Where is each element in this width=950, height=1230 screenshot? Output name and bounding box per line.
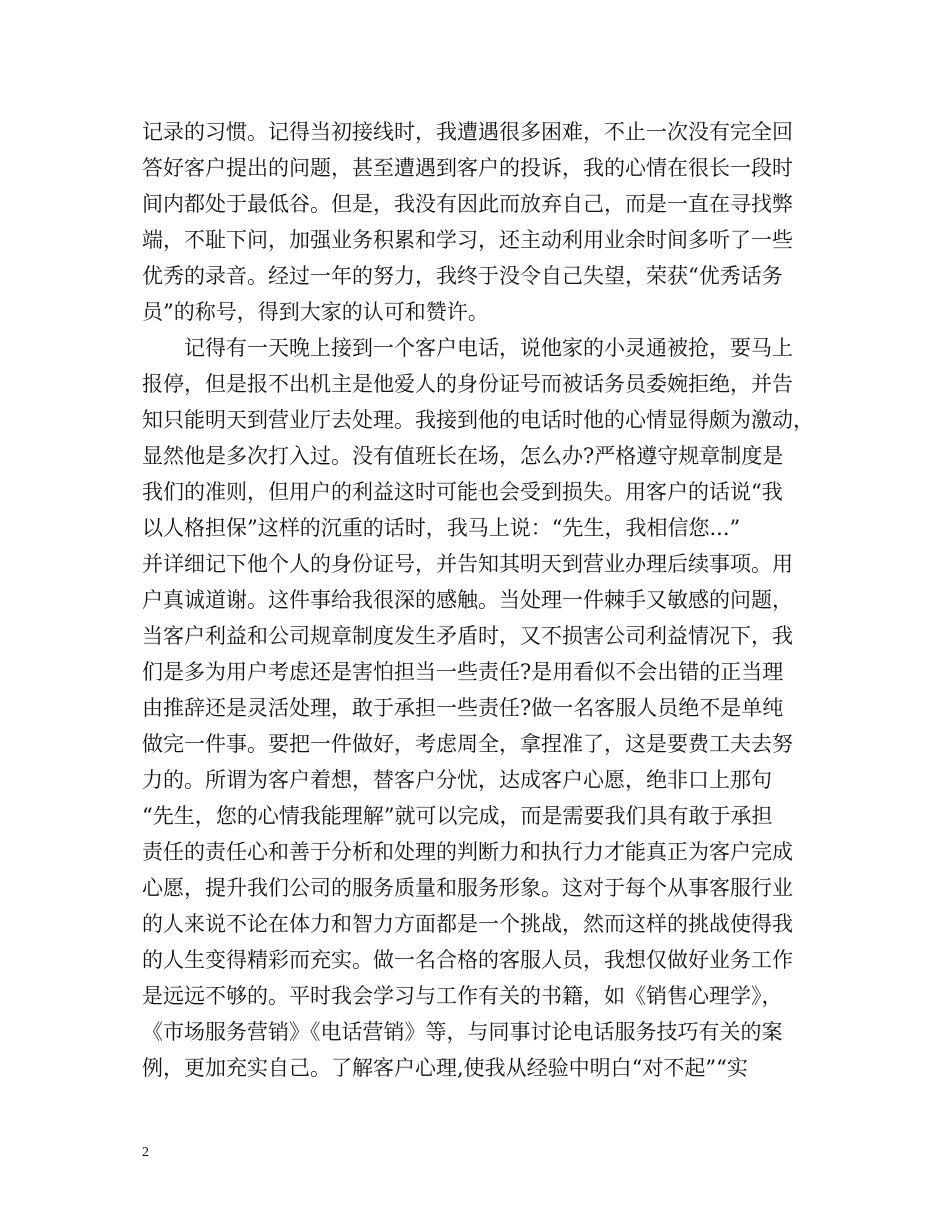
- text-line: 以人格担保”这样的沉重的话时，我马上说：“先生，我相信您...”: [142, 516, 741, 540]
- text-line: 间内都处于最低谷。但是，我没有因此而放弃自己，而是一直在寻找弊: [142, 192, 793, 216]
- text-line: 报停，但是报不出机主是他爱人的身份证号而被话务员委婉拒绝，并告: [142, 372, 793, 396]
- text-line: 是远远不够的。平时我会学习与工作有关的书籍，如《销售心理学》，: [142, 984, 783, 1008]
- text-line: 员”的称号，得到大家的认可和赞许。: [142, 300, 489, 324]
- text-line: 力的。所谓为客户着想，替客户分忧，达成客户心愿，绝非口上那句: [142, 768, 772, 792]
- text-line: 我们的准则，但用户的利益这时可能也会受到损失。用客户的话说“我: [142, 480, 783, 504]
- text-line: 户真诚道谢。这件事给我很深的感触。当处理一件棘手又敏感的问题，: [142, 588, 793, 612]
- text-line: 的人生变得精彩而充实。做一名合格的客服人员，我想仅做好业务工作: [142, 948, 793, 972]
- paragraph-first-line: 记得有一天晚上接到一个客户电话，说他家的小灵通被抢，要马上: [184, 336, 793, 360]
- text-line: 记录的习惯。记得当初接线时，我遭遇很多困难，不止一次没有完全回: [142, 120, 793, 144]
- text-line: 优秀的录音。经过一年的努力，我终于没令自己失望，荣获“优秀话务: [142, 264, 783, 288]
- text-line: 《市场服务营销》《电话营销》等，与同事讨论电话服务技巧有关的案: [142, 1020, 783, 1044]
- text-line: 的人来说不论在体力和智力方面都是一个挑战，然而这样的挑战使得我: [142, 912, 793, 936]
- text-line: 答好客户提出的问题，甚至遭遇到客户的投诉，我的心情在很长一段时: [142, 156, 793, 180]
- text-line: 做完一件事。要把一件做好，考虑周全，拿捏准了，这是要费工夫去努: [142, 732, 793, 756]
- text-line: 当客户利益和公司规章制度发生矛盾时，又不损害公司利益情况下，我: [142, 624, 793, 648]
- text-line: 知只能明天到营业厅去处理。我接到他的电话时他的心情显得颇为激动，: [142, 408, 814, 432]
- page-number: 2: [142, 1145, 149, 1160]
- text-line: 由推辞还是灵活处理，敢于承担一些责任?做一名客服人员绝不是单纯: [142, 696, 784, 720]
- text-line: 并详细记下他个人的身份证号，并告知其明天到营业办理后续事项。用: [142, 552, 793, 576]
- text-line: 责任的责任心和善于分析和处理的判断力和执行力才能真正为客户完成: [142, 840, 793, 864]
- text-line: “先生，您的心情我能理解”就可以完成，而是需要我们具有敢于承担: [142, 804, 773, 828]
- text-line: 心愿，提升我们公司的服务质量和服务形象。这对于每个从事客服行业: [142, 876, 793, 900]
- text-line: 端，不耻下问，加强业务积累和学习，还主动利用业余时间多听了一些: [142, 228, 793, 252]
- text-line: 显然他是多次打入过。没有值班长在场，怎么办?严格遵守规章制度是: [142, 444, 784, 468]
- text-line: 们是多为用户考虑还是害怕担当一些责任?是用看似不会出错的正当理: [142, 660, 784, 684]
- text-line: 例，更加充实自己。了解客户心理,使我从经验中明白“对不起”“实: [142, 1056, 748, 1080]
